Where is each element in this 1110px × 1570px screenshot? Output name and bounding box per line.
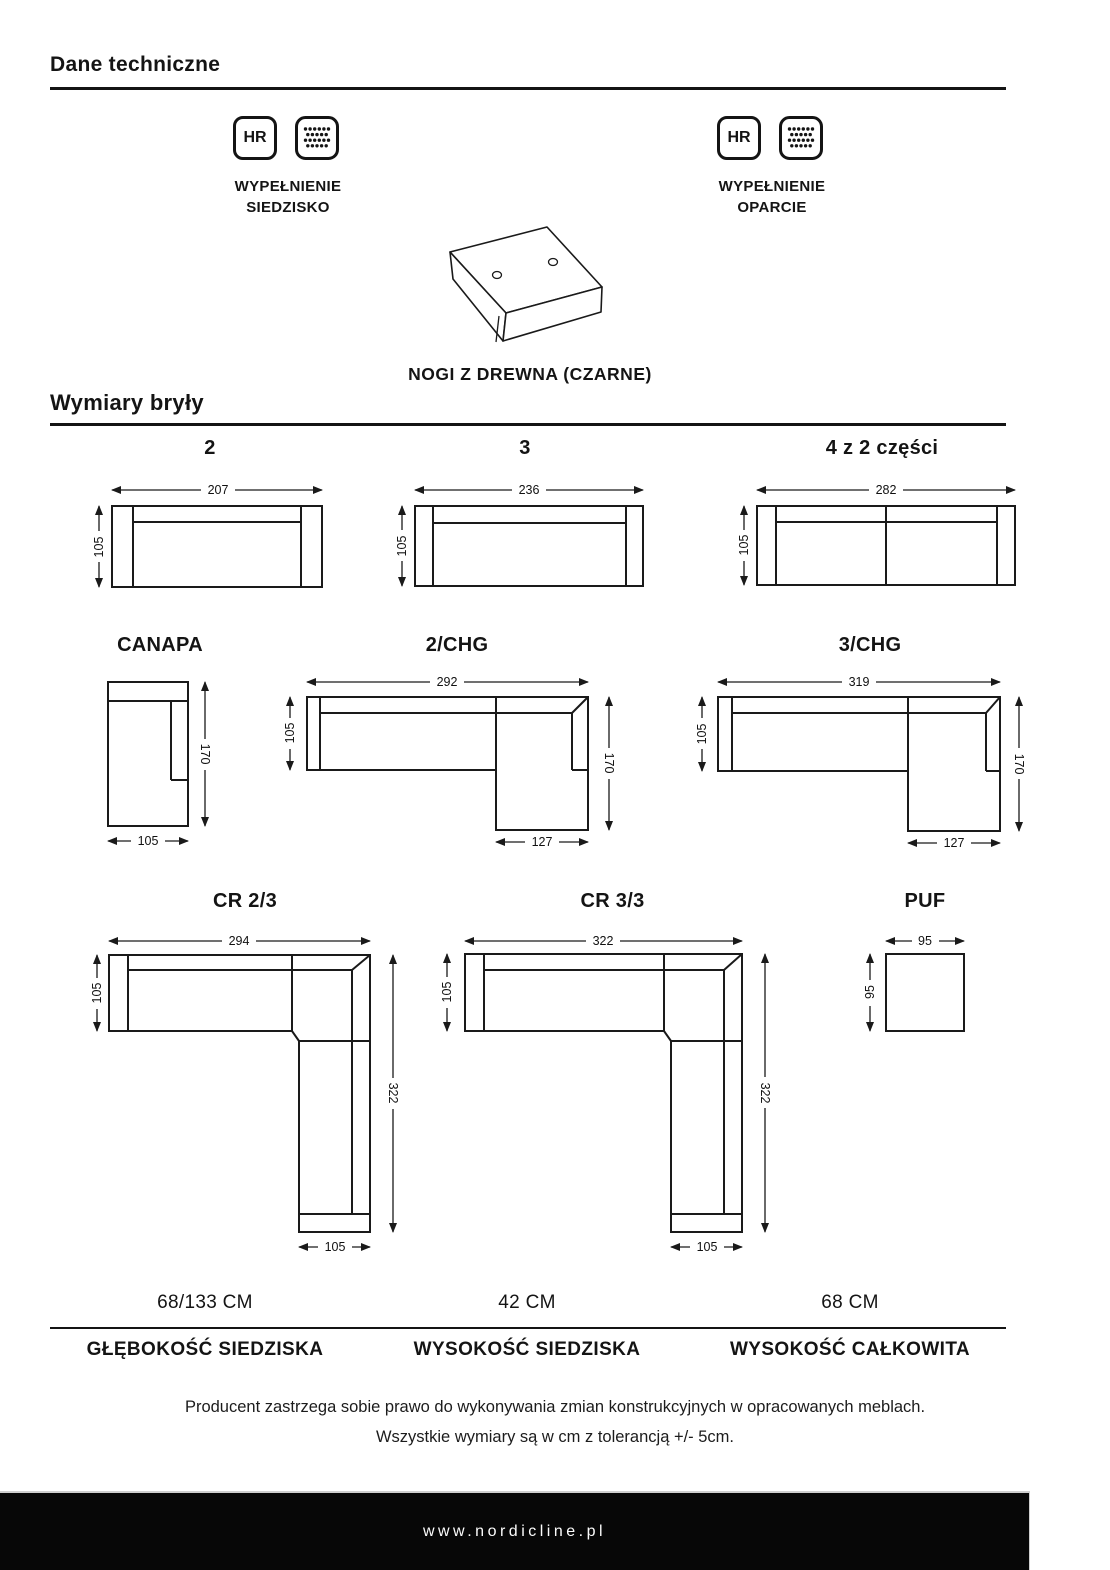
dim-height-label: 322 xyxy=(758,1082,772,1104)
specs-divider xyxy=(50,1327,1006,1329)
diagram-title-cr33: CR 3/3 xyxy=(580,890,645,912)
diagram-title-puf: PUF xyxy=(904,890,946,912)
filling-seat-line1: WYPEŁNIENIE xyxy=(234,178,342,195)
dim-width-label: 319 xyxy=(848,675,870,689)
dimensions-divider xyxy=(50,423,1006,426)
filling-back-label xyxy=(672,176,872,218)
corner-cr33-diagram xyxy=(435,915,790,1265)
filling-seat-line2: SIEDZISKO xyxy=(246,199,330,216)
dim-width-label: 282 xyxy=(875,483,897,497)
dim-depth-label: 105 xyxy=(395,535,409,557)
dim-width-label: 95 xyxy=(918,934,932,948)
dim-depth-label: 105 xyxy=(695,723,709,745)
filling-back-line1: WYPEŁNIENIE xyxy=(718,178,826,195)
dim-height-label: 170 xyxy=(1012,753,1026,775)
dim-height-label: 322 xyxy=(386,1082,400,1104)
wooden-base-drawing xyxy=(420,222,640,372)
diagram-title-cr23: CR 2/3 xyxy=(212,890,278,912)
disclaimer-line2: Wszystkie wymiary są w cm z tolerancją +/- 5cm. xyxy=(375,1428,735,1446)
spec-value-seat-depth: 68/133 CM xyxy=(157,1292,253,1313)
dim-depth-label: 105 xyxy=(737,534,751,556)
dim-depth-label: 105 xyxy=(92,536,106,558)
dim-width-label: 105 xyxy=(137,834,159,848)
canapa-diagram xyxy=(75,660,245,865)
spec-label-seat-height: WYSOKOŚĆ SIEDZISKA xyxy=(413,1339,641,1360)
diagram-title-sofa3: 3 xyxy=(519,437,531,459)
spec-value-total-height: 68 CM xyxy=(821,1292,879,1313)
diagram-title-sofa4: 4 z 2 części xyxy=(825,437,939,459)
hr-badge-label: HR xyxy=(243,129,267,146)
foam-dots-icon xyxy=(779,116,823,160)
dim-depth-label: 105 xyxy=(90,982,104,1004)
hr-foam-badge xyxy=(717,116,761,160)
disclaimer-line1: Producent zastrzega sobie prawo do wykonywania zmian konstrukcyjnych w opracowanych meblach. xyxy=(184,1398,926,1416)
dim-arm-label: 105 xyxy=(696,1240,718,1254)
diagram-title-canapa: CANAPA xyxy=(117,634,203,656)
puf-diagram xyxy=(845,915,1005,1060)
header-divider xyxy=(50,87,1006,90)
page-title: Dane techniczne xyxy=(50,53,221,76)
dim-width-label: 207 xyxy=(207,483,229,497)
dim-chaise-label: 127 xyxy=(531,835,553,849)
spec-label-total-height: WYSOKOŚĆ CAŁKOWITA xyxy=(729,1339,971,1360)
dim-height-label: 170 xyxy=(602,752,616,774)
spec-value-seat-height: 42 CM xyxy=(498,1292,556,1313)
foam-dots-icon xyxy=(295,116,339,160)
sofa-3-diagram xyxy=(390,462,660,612)
dim-width-label: 322 xyxy=(592,934,614,948)
sofa-3chg-diagram xyxy=(695,660,1045,865)
dim-arm-label: 105 xyxy=(324,1240,346,1254)
dim-width-label: 236 xyxy=(518,483,540,497)
diagram-title-sofa2: 2 xyxy=(204,437,216,459)
spec-label-seat-depth: GŁĘBOKOŚĆ SIEDZISKA xyxy=(86,1339,324,1360)
disclaimer xyxy=(55,1392,1055,1452)
footer-url: www.nordicline.pl xyxy=(422,1522,607,1540)
diagram-title-3chg: 3/CHG xyxy=(838,634,902,656)
hr-foam-badge xyxy=(233,116,277,160)
sofa-2-diagram xyxy=(85,462,335,612)
sofa-2chg-diagram xyxy=(282,660,632,865)
dim-depth-label: 105 xyxy=(440,981,454,1003)
dimensions-section-title: Wymiary bryły xyxy=(50,390,204,415)
dim-height-label: 170 xyxy=(198,743,212,765)
diagram-title-2chg: 2/CHG xyxy=(425,634,489,656)
legs-label: NOGI Z DREWNA (CZARNE) xyxy=(408,364,652,384)
dim-depth-label: 95 xyxy=(863,985,877,999)
corner-cr23-diagram xyxy=(80,915,410,1265)
dim-width-label: 294 xyxy=(228,934,250,948)
dim-chaise-label: 127 xyxy=(943,836,965,850)
dim-width-label: 292 xyxy=(436,675,458,689)
footer-bar xyxy=(0,1491,1030,1570)
sofa-4-diagram xyxy=(732,462,1032,612)
filling-seat-label xyxy=(188,176,388,218)
filling-back-line2: OPARCIE xyxy=(737,199,807,216)
hr-badge-label: HR xyxy=(727,129,751,146)
dim-depth-label: 105 xyxy=(283,722,297,744)
